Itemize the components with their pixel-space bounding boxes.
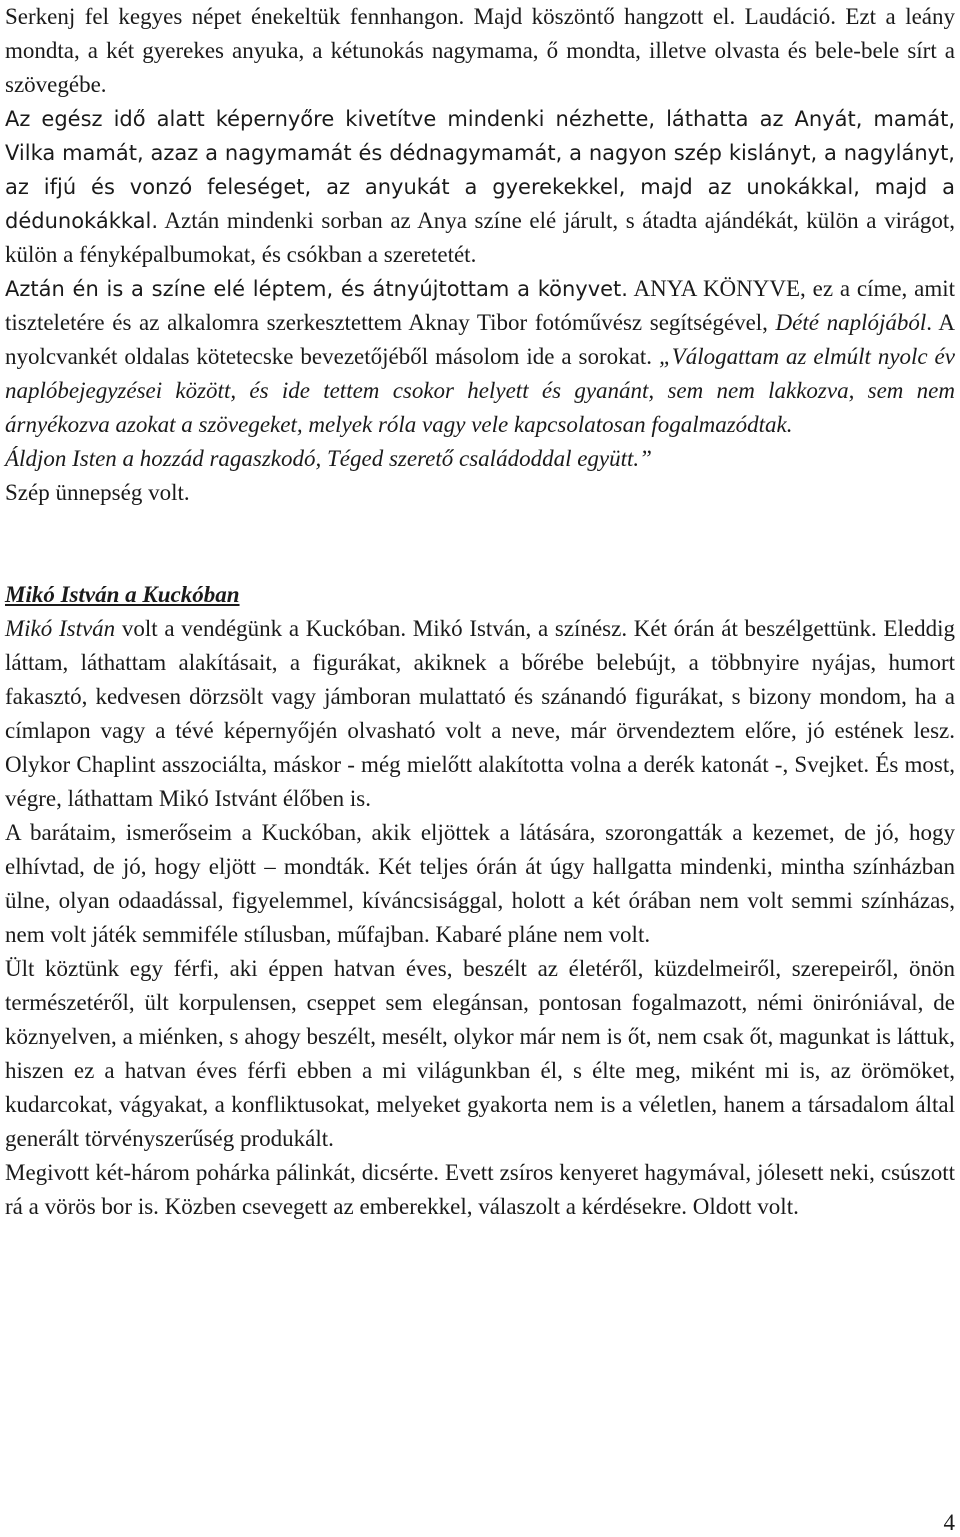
paragraph-projection — [5, 102, 955, 272]
paragraph-man-among-us: Ült köztünk egy férfi, aki éppen hatvan éves, beszélt az életéről, küzdelmeiről, szerepeiről, önön természetéről, ült korpulensen, cseppet sem elegánsan, pontosan fogalmazott, némi öniróniával, de köznyelven, a miénken, s ahogy beszélt, mesélt, olykor már nem is őt, nem csak őt, magunkat is láttuk, hiszen ez a hatvan éves férfi ebben a mi világunkban él, s élte meg, miként mi is, az örömöket, kudarcokat, vágyakat, a konfliktusokat, melyeket gyakorta nem is a véletlen, hanem a társadalom által generált törvényszerűség produkált. — [5, 956, 955, 1151]
paragraph-palinka: Megivott két-három pohárka pálinkát, dicsérte. Evett zsíros kenyeret hagymával, jólesett neki, csúszott rá a vörös bor is. Közben csevegett az emberekkel, válaszolt a kérdésekre. Oldott volt. — [5, 1160, 955, 1219]
page-number: 4 — [943, 1510, 955, 1535]
sans-text-run: Az egész idő alatt képernyőre kivetítve mindenki nézhette, láthatta az Anyát, mamát, Vilka mamát, azaz a nagymamát és dédnagymamát, a nagyon szép kislányt, a nagylányt, az ifjú és vonzó feleséget, az anyukát a gyerekekkel, majd az unokákkal, majd a dédunokákkal. — [5, 107, 955, 233]
section-title: Mikó István a Kuckóban — [5, 582, 240, 607]
section-spacer — [5, 510, 955, 578]
document-page — [5, 0, 955, 1224]
paragraph-guest-intro — [5, 612, 955, 816]
paragraph-closing: Szép ünnepség volt. — [5, 480, 190, 505]
italic-name-run: Mikó István — [5, 616, 116, 641]
paragraph-friends: A barátaim, ismerőseim a Kuckóban, akik eljöttek a látására, szorongatták a kezemet, de jó, hogy elhívtad, de jó, hogy eljött – mondták. Két teljes órán át úgy hallgatta mindenki, mintha színházban ülne, olyan odaadással, figyelemmel, kíváncsisággal, holott a két órában nem volt semmi színházas, nem volt játék semmiféle stílusban, műfajban. Kabaré pláne nem volt. — [5, 820, 955, 947]
text-run: ANYA KÖNYVE, ez a címe, amit tiszteletére és az alkalomra szerkesztettem Aknay Tibor fotóművész segítségével, — [5, 276, 955, 335]
italic-quote-run: Áldjon Isten a hozzád ragaszkodó, Téged szerető családoddal együtt.” — [5, 446, 652, 471]
paragraph-blessing — [5, 442, 955, 476]
italic-title-run: Dété naplójából — [775, 310, 927, 335]
paragraph-ceremony-intro: Serkenj fel kegyes népet énekeltük fennhangon. Majd köszöntő hangzott el. Laudáció. Ezt a leány mondta, a két gyerekes anyuka, a kétunokás nagymama, ő mondta, illetve olvasta és bele-bele sírt a szövegébe. — [5, 4, 955, 97]
text-run: . A nyolcvankét oldalas kötetecske bevezetőjéből másolom ide a sorokat. — [5, 310, 955, 369]
text-run: Aztán mindenki sorban az Anya színe elé járult, s átadta ajándékát, külön a virágot, külön a fényképalbumokat, és csókban a szeretetét. — [5, 208, 955, 267]
sans-text-run: Aztán én is a színe elé léptem, és átnyújtottam a könyvet. — [5, 277, 628, 301]
paragraph-book-gift — [5, 272, 955, 442]
text-run: volt a vendégünk a Kuckóban. Mikó István, a színész. Két órán át beszélgettünk. Eleddig láttam, láthattam alakításait, a figurákat, akiknek a bőrébe belebújt, a többnyire nyájas, humort fakasztó, kedvesen dörzsölt vagy jámboran mulattató és szánandó figurákat, s bizony mondom, ha a címlapon vagy a tévé képernyőjén olvasható volt a neve, már örvendeztem előre, jó estének lesz. Olykor Chaplint asszociálta, máskor - még mielőtt alakította volna a derék katonát -, Svejket. És most, végre, láthattam Mikó Istvánt élőben is. — [5, 616, 955, 811]
italic-quote-run: „Válogattam az elmúlt nyolc év naplóbejegyzései között, és ide tettem csokor helyett és gyanánt, sem nem lakkozva, sem nem árnyékozva azokat a szövegeket, melyek róla vagy vele kapcsolatosan fogalmazódtak. — [5, 344, 955, 437]
